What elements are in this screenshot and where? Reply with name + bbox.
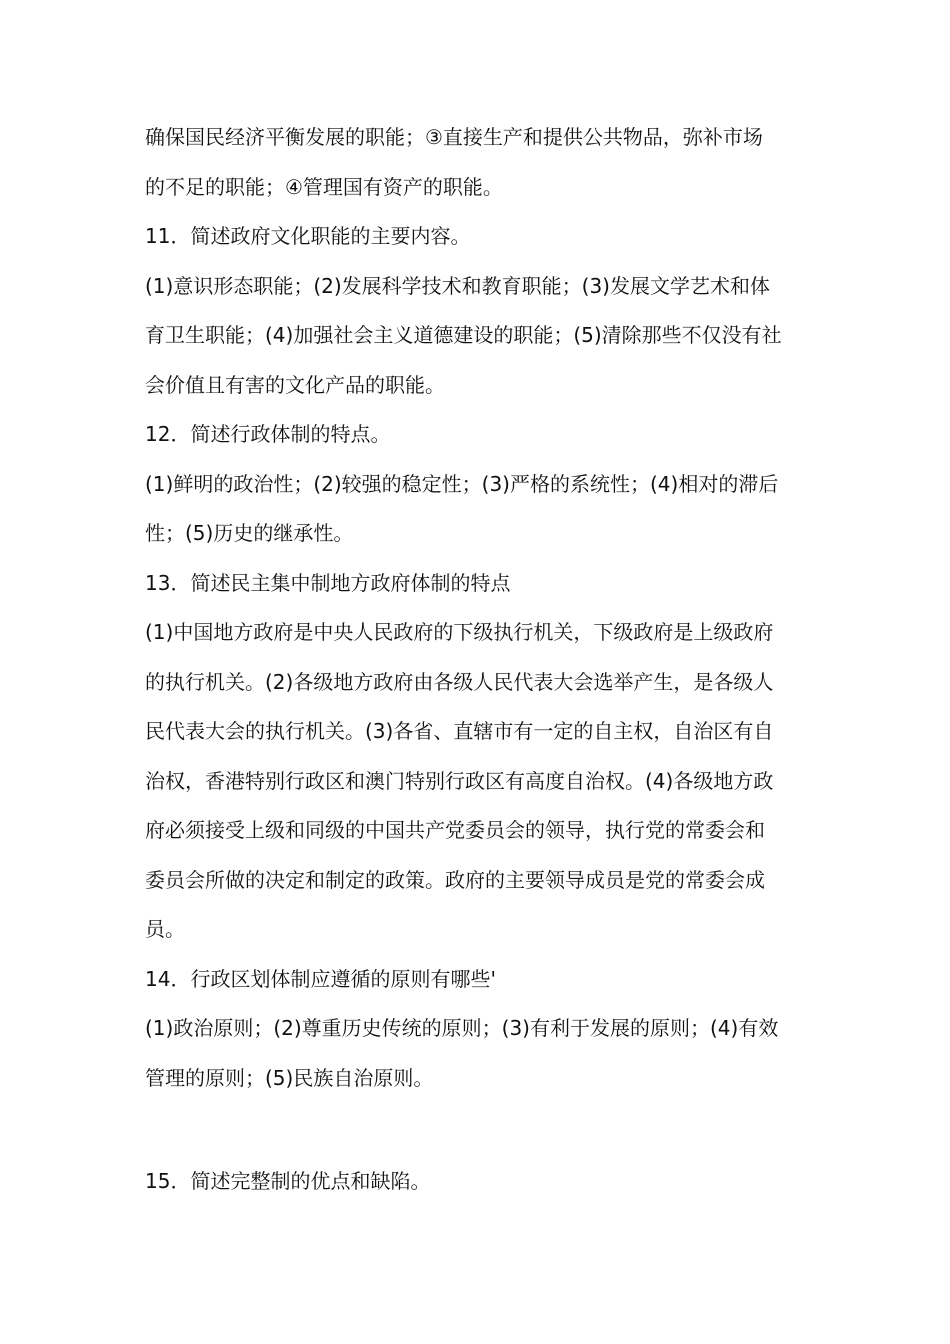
paragraph-line: 会价值且有害的文化产品的职能。 bbox=[145, 372, 445, 397]
question-15-heading: 15．简述完整制的优点和缺陷。 bbox=[145, 1169, 431, 1193]
paragraph-line: 府必须接受上级和同级的中国共产党委员会的领导，执行党的常委会和 bbox=[145, 818, 765, 842]
question-13-heading: 13．简述民主集中制地方政府体制的特点 bbox=[145, 570, 511, 595]
paragraph-line: 的执行机关。(2)各级地方政府由各级人民代表大会选举产生，是各级人 bbox=[145, 669, 774, 694]
continuation-paragraph bbox=[145, 118, 810, 217]
paragraph-line: 管理的原则；(5)民族自治原则。 bbox=[145, 1065, 434, 1090]
answer-12-paragraph bbox=[145, 465, 810, 564]
answer-13-paragraph bbox=[145, 613, 810, 960]
paragraph-line: 育卫生职能；(4)加强社会主义道德建设的职能；(5)清除那些不仅没有社 bbox=[145, 323, 782, 347]
answer-11-paragraph bbox=[145, 267, 810, 416]
question-12-heading: 12．简述行政体制的特点。 bbox=[145, 422, 391, 446]
paragraph-line: 性；(5)历史的继承性。 bbox=[145, 521, 354, 545]
question-15-block bbox=[145, 1162, 810, 1212]
paragraph-line: 员。 bbox=[145, 917, 185, 941]
paragraph-line: 民代表大会的执行机关。(3)各省、直辖市有一定的自主权，自治区有自 bbox=[145, 719, 774, 743]
answer-14-paragraph bbox=[145, 1009, 810, 1108]
question-14-heading: 14．行政区划体制应遵循的原则有哪些' bbox=[145, 966, 496, 991]
paragraph-line: (1)政治原则；(2)尊重历史传统的原则；(3)有利于发展的原则；(4)有效 bbox=[145, 1016, 779, 1040]
document-body bbox=[145, 118, 810, 1108]
paragraph-line: (1)意识形态职能；(2)发展科学技术和教育职能；(3)发展文学艺术和体 bbox=[145, 273, 770, 298]
paragraph-line: (1)中国地方政府是中央人民政府的下级执行机关，下级政府是上级政府 bbox=[145, 620, 774, 644]
question-11-heading: 11．简述政府文化职能的主要内容。 bbox=[145, 224, 471, 248]
paragraph-line: 确保国民经济平衡发展的职能；③直接生产和提供公共物品，弥补市场 bbox=[145, 125, 763, 149]
paragraph-line: 委员会所做的决定和制定的政策。政府的主要领导成员是党的常委会成 bbox=[145, 867, 765, 892]
paragraph-line: (1)鲜明的政治性；(2)较强的稳定性；(3)严格的系统性；(4)相对的滞后 bbox=[145, 471, 779, 496]
paragraph-line: 的不足的职能；④管理国有资产的职能。 bbox=[145, 174, 503, 199]
paragraph-line: 治权，香港特别行政区和澳门特别行政区有高度自治权。(4)各级地方政 bbox=[145, 768, 774, 793]
